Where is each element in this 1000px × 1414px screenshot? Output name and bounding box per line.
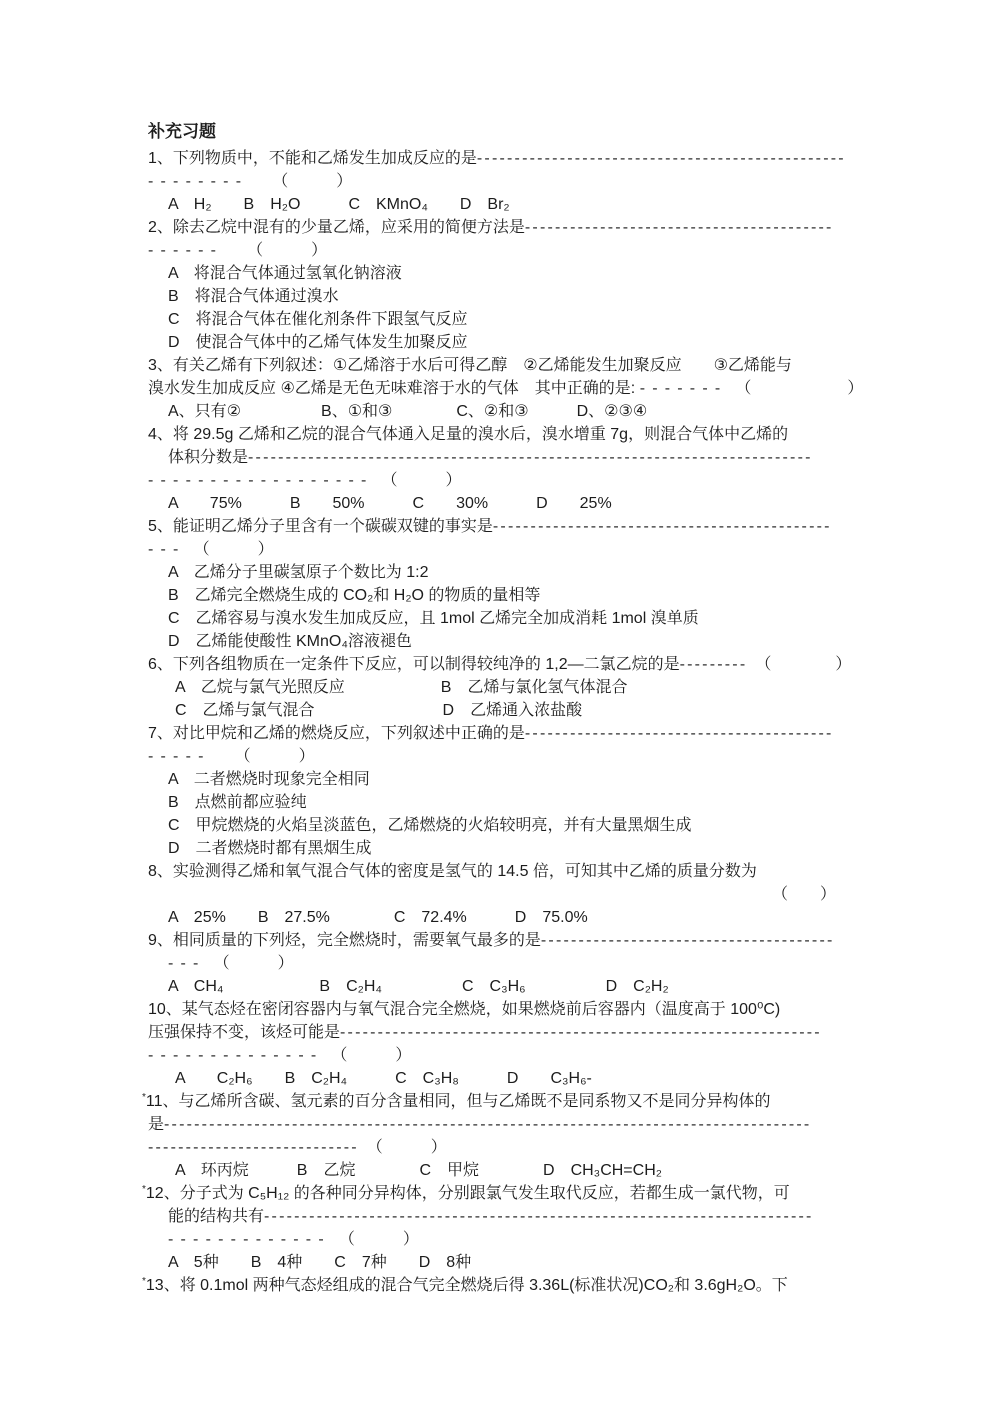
question-6-line (148, 653, 860, 676)
question-7-line (148, 722, 860, 745)
leader-dashes: -------------- (148, 1047, 324, 1064)
question-2-line (148, 216, 860, 239)
leader-dashes: -------------------------------------------------------------------------------------- (164, 1116, 812, 1133)
text-segment: （ ） (373, 472, 462, 489)
star-marker: * (142, 1275, 146, 1287)
text-segment: 体积分数是 (168, 449, 249, 466)
text-segment: 10、某气态烃在密闭容器内与氧气混合完全燃烧，如果燃烧前后容器内（温度高于 100⁰C) (148, 1001, 781, 1018)
question-1-line (148, 147, 860, 170)
question-6-line (148, 676, 860, 699)
text-segment: 13、将 0.1mol 两种气态烃组成的混合气完全燃烧后得 3.36L(标准状况)CO₂和 3.6gH₂O。下 (145, 1277, 788, 1294)
text-segment: D 乙烯能使酸性 KMnO₄溶液褪色 (168, 633, 412, 650)
question-11-line (148, 1159, 860, 1182)
question-1 (148, 147, 860, 216)
text-segment: （ ） (205, 955, 294, 972)
text-segment: A C₂H₆ B C₂H₄ C C₃H₈ D C₃H₆- (175, 1070, 592, 1087)
question-11-line (142, 1090, 860, 1113)
question-7-line (148, 837, 860, 860)
text-segment: 是 (148, 1116, 165, 1133)
text-segment: 1、下列物质中，不能和乙烯发生加成反应的是 (148, 150, 477, 167)
leader-dashes: --- (148, 541, 186, 558)
question-6-line (148, 699, 860, 722)
text-segment: （ ） (185, 541, 274, 558)
text-segment: （ ） (727, 380, 864, 397)
question-2 (148, 216, 860, 354)
question-10-line (148, 1021, 860, 1044)
question-9-line (148, 952, 860, 975)
question-3-line (148, 400, 860, 423)
leader-dashes: --------------------------------------------- (492, 518, 832, 535)
question-6 (148, 653, 860, 722)
question-13 (142, 1274, 860, 1297)
leader-dashes: --------------------------------------------------------------------------- (248, 449, 813, 466)
question-5 (148, 515, 860, 653)
question-10 (148, 998, 860, 1090)
question-7-line (148, 814, 860, 837)
leader-dashes: ----------------------------------------- (524, 725, 834, 742)
question-11 (142, 1090, 860, 1182)
question-2-line (148, 262, 860, 285)
question-10-line (148, 1044, 860, 1067)
question-2-line (148, 239, 860, 262)
text-segment: 2、除去乙烷中混有的少量乙烯，应采用的简便方法是 (148, 219, 525, 236)
question-4-line (148, 492, 860, 515)
question-5-line (148, 515, 860, 538)
page-title: 补充习题 (148, 122, 216, 141)
text-segment: A H₂ B H₂O C KMnO₄ D Br₂ (168, 196, 510, 213)
text-segment: A、只有② B、①和③ C、②和③ D、②③④ (168, 403, 648, 420)
leader-dashes: ---------------------------------------------------------------- (340, 1024, 822, 1041)
leader-dashes: ---------------------------- (148, 1139, 359, 1156)
text-segment: （ ） (747, 656, 852, 673)
questions-container (142, 147, 864, 1297)
text-segment: 4、将 29.5g 乙烯和乙烷的混合气体通入足量的溴水后，溴水增重 7g，则混合气体中乙烯的 (148, 426, 789, 443)
question-3-line (148, 377, 864, 400)
leader-dashes: ------- (639, 380, 728, 397)
text-segment: （ ） (771, 886, 836, 903)
text-segment: B 点燃前都应验纯 (168, 794, 307, 811)
question-1-line (148, 193, 860, 216)
question-12-line (142, 1182, 860, 1205)
text-segment: （ ） (248, 173, 353, 190)
question-12-line (148, 1228, 860, 1251)
text-segment: （ ） (358, 1139, 447, 1156)
text-segment: C 将混合气体在催化剂条件下跟氢气反应 (168, 311, 468, 328)
question-10-line (148, 1067, 860, 1090)
text-segment: A CH₄ B C₂H₄ C C₃H₆ D C₂H₂ (168, 978, 669, 995)
text-segment: A 环丙烷 B 乙烷 C 甲烷 D CH₃CH=CH₂ (175, 1162, 662, 1179)
question-1-line (148, 170, 860, 193)
question-7 (148, 722, 860, 860)
question-13-line (142, 1274, 860, 1297)
text-segment: C 乙烯容易与溴水发生加成反应，且 1mol 乙烯完全加成消耗 1mol 溴单质 (168, 610, 699, 627)
text-segment: B 将混合气体通过溴水 (168, 288, 339, 305)
text-segment: 11、与乙烯所含碳、氢元素的百分含量相同，但与乙烯既不是同系物又不是同分异构体的 (145, 1093, 771, 1110)
text-segment: （ ） (330, 1231, 419, 1248)
question-4 (148, 423, 860, 515)
star-marker: * (142, 1091, 146, 1103)
text-segment: D 二者燃烧时都有黑烟生成 (168, 840, 372, 857)
leader-dashes: ------ (148, 242, 224, 259)
text-segment: 7、对比甲烷和乙烯的燃烧反应，下列叙述中正确的是 (148, 725, 525, 742)
question-7-line (148, 791, 860, 814)
text-segment: A 75% B 50% C 30% D 25% (168, 495, 612, 512)
leader-dashes: ----- (148, 748, 211, 765)
text-segment: 5、能证明乙烯分子里含有一个碳碳双键的事实是 (148, 518, 493, 535)
text-segment: A 乙烯分子里碳氢原子个数比为 1:2 (168, 564, 429, 581)
question-7-line (148, 745, 860, 768)
text-segment: A 二者燃烧时现象完全相同 (168, 771, 370, 788)
question-10-line (148, 998, 860, 1021)
leader-dashes: ------------------------------------------------------------------------- (264, 1208, 814, 1225)
star-marker: * (142, 1183, 146, 1195)
leader-dashes: --------- (679, 656, 748, 673)
question-5-line (148, 607, 860, 630)
question-12 (142, 1182, 860, 1274)
leader-dashes: -------- (148, 173, 249, 190)
text-segment: 12、分子式为 C₅H₁₂ 的各种同分异构体，分别跟氯气发生取代反应，若都生成一氯代物，可 (145, 1185, 790, 1202)
text-segment: A 25% B 27.5% C 72.4% D 75.0% (168, 909, 588, 926)
text-segment: （ ） (210, 748, 315, 765)
question-8-line (148, 883, 860, 906)
question-7-line (148, 768, 860, 791)
question-8 (148, 860, 860, 929)
leader-dashes: ----------------------------------------- (524, 219, 834, 236)
leader-dashes: --- (168, 955, 206, 972)
leader-dashes: ------------------------------------------------- (476, 150, 846, 167)
text-segment: 溴水发生加成反应 ④乙烯是无色无味难溶于水的气体 其中正确的是: (148, 380, 640, 397)
question-8-line (148, 906, 860, 929)
question-2-line (148, 331, 860, 354)
text-segment: D 使混合气体中的乙烯气体发生加聚反应 (168, 334, 468, 351)
text-segment: B 乙烯完全燃烧生成的 CO₂和 H₂O 的物质的量相等 (168, 587, 541, 604)
question-4-line (148, 423, 860, 446)
text-segment: 能的结构共有 (168, 1208, 265, 1225)
question-5-line (148, 584, 860, 607)
question-11-line (148, 1136, 860, 1159)
text-segment: （ ） (223, 242, 328, 259)
question-11-line (148, 1113, 860, 1136)
question-9-line (148, 975, 860, 998)
question-5-line (148, 561, 860, 584)
question-2-line (148, 285, 860, 308)
question-5-line (148, 538, 860, 561)
text-segment: C 甲烷燃烧的火焰呈淡蓝色，乙烯燃烧的火焰较明亮，并有大量黑烟生成 (168, 817, 692, 834)
question-4-line (148, 446, 860, 469)
leader-dashes: --------------------------------------- (540, 932, 835, 949)
question-9 (148, 929, 860, 998)
question-3-line (148, 354, 860, 377)
question-4-line (148, 469, 860, 492)
text-segment: A 5种 B 4种 C 7种 D 8种 (168, 1254, 472, 1271)
question-3 (148, 354, 864, 423)
question-2-line (148, 308, 860, 331)
text-segment: 3、有关乙烯有下列叙述：①乙烯溶于水后可得乙醇 ②乙烯能发生加聚反应 ③乙烯能与 (148, 357, 792, 374)
text-segment: A 将混合气体通过氢氧化钠溶液 (168, 265, 402, 282)
leader-dashes: ------------- (168, 1231, 331, 1248)
text-segment: 6、下列各组物质在一定条件下反应，可以制得较纯净的 1,2—二氯乙烷的是 (148, 656, 680, 673)
text-segment: 9、相同质量的下列烃，完全燃烧时，需要氧气最多的是 (148, 932, 541, 949)
question-5-line (148, 630, 860, 653)
question-12-line (148, 1205, 860, 1228)
text-segment: （ ） (323, 1047, 412, 1064)
text-segment: 8、实验测得乙烯和氧气混合气体的密度是氢气的 14.5 倍，可知其中乙烯的质量分数为 (148, 863, 757, 880)
text-segment: 压强保持不变，该烃可能是 (148, 1024, 341, 1041)
text-segment: A 乙烷与氯气光照反应 B 乙烯与氯化氢气体混合 (175, 679, 628, 696)
text-segment: C 乙烯与氯气混合 D 乙烯通入浓盐酸 (175, 702, 583, 719)
leader-dashes: ------------------ (148, 472, 374, 489)
question-12-line (148, 1251, 860, 1274)
question-8-line (148, 860, 860, 883)
question-9-line (148, 929, 860, 952)
